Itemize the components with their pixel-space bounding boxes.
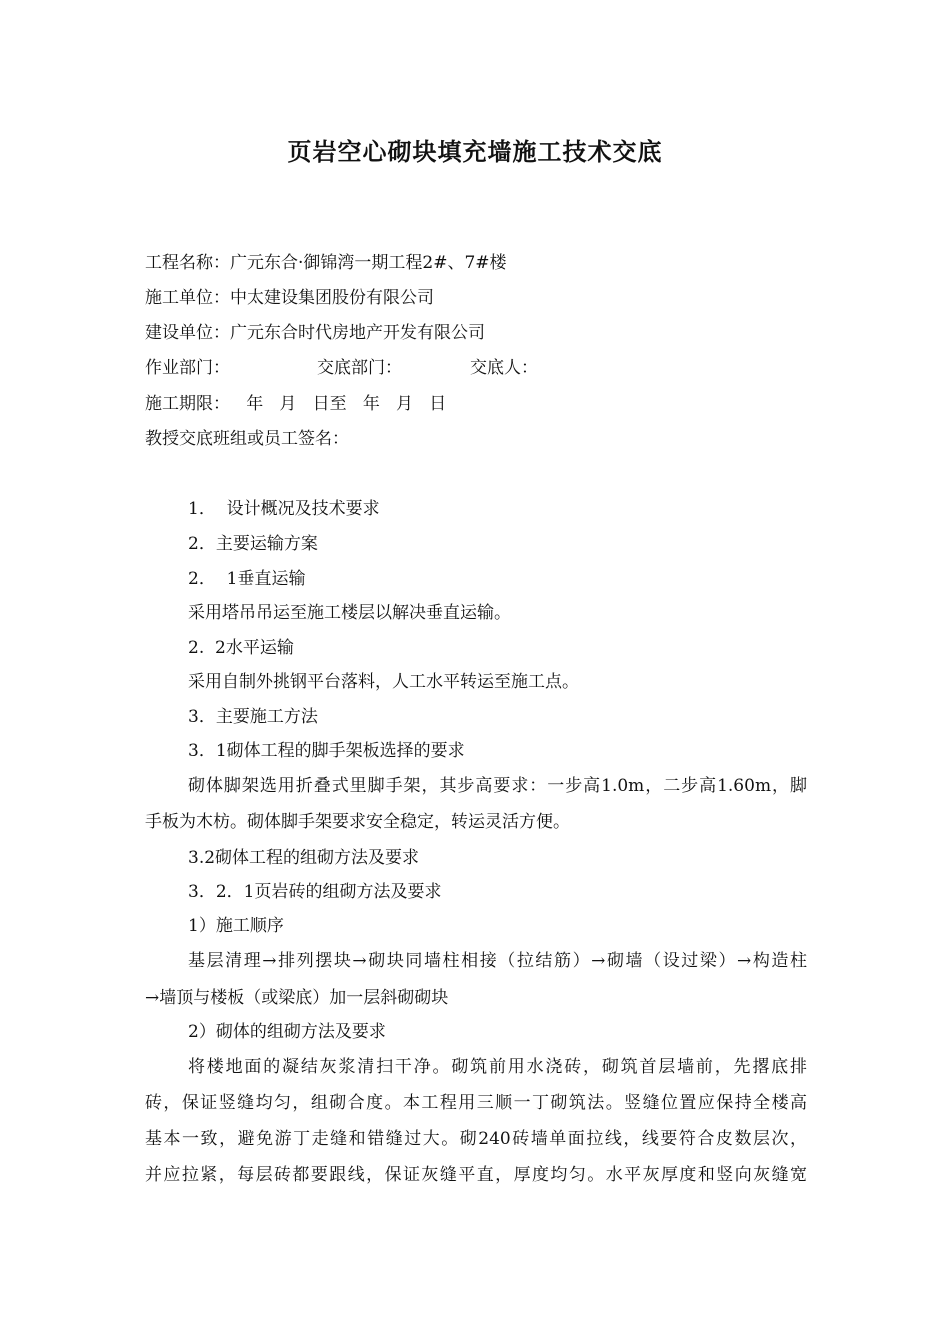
dept-row bbox=[145, 357, 230, 379]
section-3-heading: 3．主要施工方法 bbox=[188, 707, 318, 727]
signature-line: 教授交底班组或员工签名： bbox=[145, 429, 349, 449]
project-name-line: 工程名称：广元东合·御锦湾一期工程2#、7#楼 bbox=[145, 253, 507, 273]
section-2-1-heading: 2． 1垂直运输 bbox=[188, 569, 306, 589]
construction-unit-line: 施工单位：中太建设集团股份有限公司 bbox=[145, 288, 434, 308]
section-2-2-heading: 2. 2水平运输 bbox=[188, 638, 294, 658]
section-2-heading: 2．主要运输方案 bbox=[188, 534, 318, 554]
step-2-text-line-4: 并应拉紧，每层砖都要跟线，保证灰缝平直，厚度均匀。水平灰厚度和竖向灰缝宽 bbox=[145, 1165, 807, 1185]
section-2-2-text: 采用自制外挑钢平台落料，人工水平转运至施工点。 bbox=[188, 672, 579, 692]
step-1-heading: 1）施工顺序 bbox=[188, 916, 284, 936]
section-3-1-heading: 3．1砌体工程的脚手架板选择的要求 bbox=[188, 741, 465, 761]
step-2-text-line-3: 基本一致，避免游丁走缝和错缝过大。砌240砖墙单面拉线，线要符合皮数层次， bbox=[145, 1129, 807, 1149]
section-3-1-text-line-1: 砌体脚架选用折叠式里脚手架，其步高要求：一步高1.0m，二步高1.60m，脚 bbox=[188, 776, 807, 796]
section-3-2-heading: 3.2砌体工程的组砌方法及要求 bbox=[188, 848, 420, 868]
handover-dept-label: 交底部门： bbox=[317, 358, 402, 378]
period-line: 施工期限： 年 月 日至 年 月 日 bbox=[145, 394, 447, 414]
step-1-text-line-1: 基层清理→排列摆块→砌块同墙柱相接（拉结筋）→砌墙（设过梁）→构造柱 bbox=[188, 951, 807, 971]
document-title: 页岩空心砌块填充墙施工技术交底 bbox=[287, 137, 663, 166]
step-2-text-line-2: 砖，保证竖缝均匀，组砌合度。本工程用三顺一丁砌筑法。竖缝位置应保持全楼高 bbox=[145, 1093, 807, 1113]
work-dept-label: 作业部门： bbox=[145, 358, 230, 378]
section-3-2-1-heading: 3．2．1页岩砖的组砌方法及要求 bbox=[188, 882, 442, 902]
handover-person-label: 交底人： bbox=[470, 358, 538, 378]
step-2-text-line-1: 将楼地面的凝结灰浆清扫干净。砌筑前用水浇砖，砌筑首层墙前，先撂底排 bbox=[188, 1057, 807, 1077]
owner-unit-line: 建设单位：广元东合时代房地产开发有限公司 bbox=[145, 323, 485, 343]
step-2-heading: 2）砌体的组砌方法及要求 bbox=[188, 1022, 386, 1042]
section-3-1-text-line-2: 手板为木枋。砌体脚手架要求安全稳定，转运灵活方便。 bbox=[145, 812, 570, 832]
section-1-heading: 1． 设计概况及技术要求 bbox=[188, 499, 380, 519]
step-1-text-line-2: →墙顶与楼板（或梁底）加一层斜砌砌块 bbox=[145, 988, 449, 1008]
section-2-1-text: 采用塔吊吊运至施工楼层以解决垂直运输。 bbox=[188, 603, 511, 623]
